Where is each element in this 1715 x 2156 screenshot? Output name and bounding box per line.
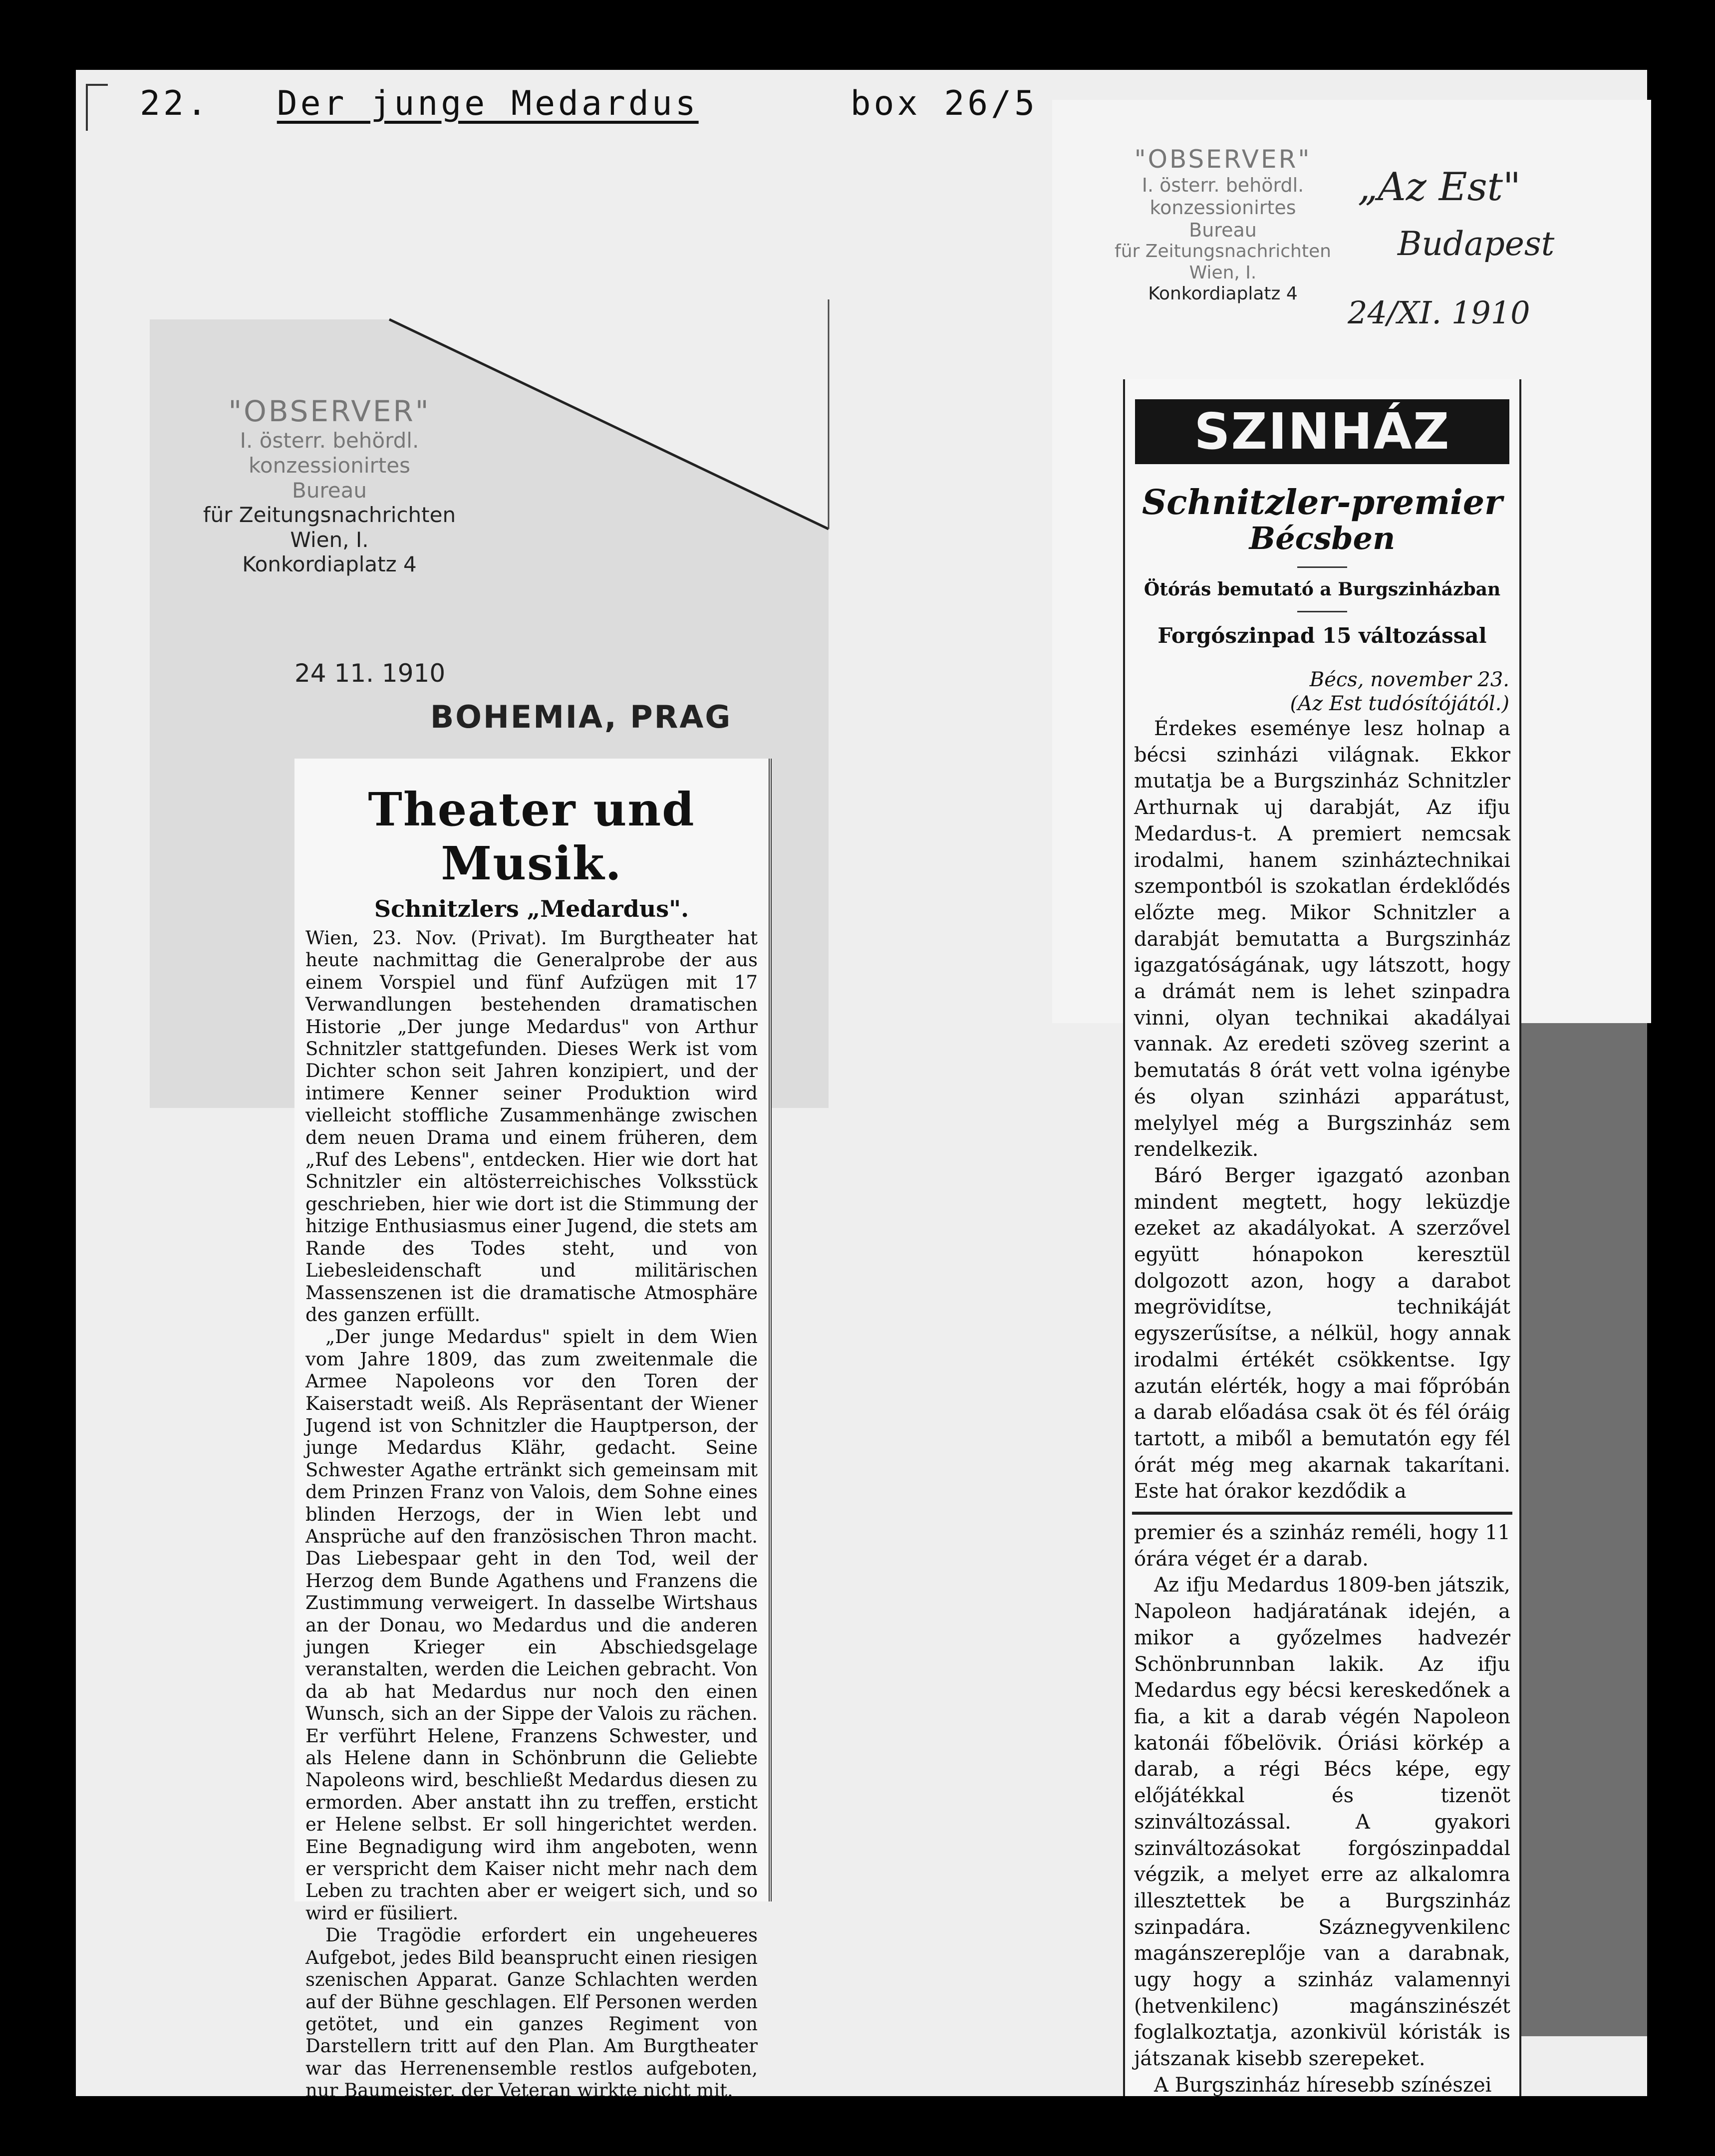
stamp-line: für Zeitungsnachrichten bbox=[1115, 241, 1331, 262]
section-banner: SZINHÁZ bbox=[1135, 399, 1509, 464]
paragraph: „Der junge Medardus" spielt in dem Wien vom Jahre 1809, das zum zweitenmale die Armee Napoleons vor den Toren der Kaiserstadt weiß. Als Repräsentant der Wiener Jugend ist von Schnitzler die Hauptperson, der junge Medardus Klähr, gedacht. Seine Schwester Agathe ertränkt sich gemeinsam mit dem Prinzen Franz von Valois, dem Sohne eines blinden Herzogs, der in Wien lebt und Ansprüche auf den französischen Thron macht. Das Liebespaar geht in den Tod, weil der Herzog dem Bunde Agathens und Franzens die Zustimmung verweigert. In dasselbe Wirtshaus an der Donau, wo Medardus und die anderen jungen Krieger ein Abschiedsgelage veranstalten, werden die Leichen gebracht. Von da ab hat Medardus nur noch den einen Wunsch, sich an der Sippe der Valois zu rächen. Er verführt Helene, Franzens Schwester, und als Helene dann in Schönbrunn die Geliebte Napoleons wird, beschließt Medardus diesen zu ermorden. Aber anstatt ihn zu treffen, ersticht er Helene selbst. Er soll hingerichtet werden. Eine Begnadigung wird ihm angeboten, wenn er verspricht dem Kaiser nicht mehr nach dem Leben zu trachten aber er weigert sich, und so wird er füsiliert. bbox=[305, 1326, 758, 1924]
article-heading: Theater und Musik. bbox=[368, 783, 695, 890]
clipping-seam bbox=[1132, 1512, 1512, 1515]
dateline bbox=[1125, 668, 1519, 716]
clipping-date: 24 11. 1910 bbox=[294, 659, 446, 688]
stamp-name: "OBSERVER" bbox=[228, 394, 431, 428]
dateline-place: Bécs, november 23. bbox=[1309, 668, 1509, 691]
handwritten-date: 24/XI. 1910 bbox=[1348, 294, 1530, 331]
observer-stamp-right bbox=[1113, 145, 1333, 305]
paragraph: premier és a szinház reméli, hogy 11 órára véget ér a darab. bbox=[1134, 1521, 1510, 1571]
article-subtitle: Ötórás bemutató a Burgszinházban bbox=[1143, 578, 1501, 600]
work-title: Der junge Medardus bbox=[277, 84, 699, 123]
stamp-line: Konkordiaplatz 4 bbox=[1148, 283, 1298, 304]
article-body bbox=[1125, 716, 1519, 2099]
page-header bbox=[140, 84, 1038, 123]
paragraph: Báró Berger igazgató azonban mindent megtett, hogy leküzdje ezeket az akadályokat. A szerzővel együtt hónapokon keresztül dolgozott azon, hogy a darabot megrövidítse, technikáját egyszerűsítse, a nélkül, hogy annak irodalmi értékét csökkentse. Igy azután elérték, hogy a mai főpróbán a darab előadása csak öt és fél óráig tartott, a miből a bemutatón egy fél órát még meg akarnak takarítani. Este hat órakor kezdődik a bbox=[1134, 1164, 1510, 1503]
newspaper-source: BOHEMIA, PRAG bbox=[430, 699, 732, 735]
stamp-line: konzessionirtes bbox=[249, 453, 410, 478]
stamp-line: I. österr. behördl. bbox=[240, 428, 419, 453]
german-article bbox=[294, 759, 772, 2102]
handwritten-source: „Az Est" bbox=[1358, 165, 1521, 210]
stamp-line: für Zeitungsnachrichten bbox=[203, 503, 456, 528]
hungarian-article bbox=[1123, 379, 1521, 2096]
stamp-line: Konkordiaplatz 4 bbox=[242, 552, 417, 577]
paragraph: A Burgszinház híresebb színészei bbox=[1154, 2073, 1492, 2097]
item-number: 22. bbox=[140, 84, 210, 123]
dateline-credit: (Az Est tudósítójától.) bbox=[1290, 692, 1509, 715]
divider bbox=[1297, 611, 1347, 612]
stamp-line: Wien, I. bbox=[1189, 262, 1257, 283]
stamp-line: I. österr. behördl. bbox=[1142, 174, 1304, 196]
handwritten-city: Budapest bbox=[1398, 225, 1555, 263]
article-subtitle: Forgószinpad 15 változással bbox=[1157, 623, 1487, 648]
paragraph: Érdekes eseménye lesz holnap a bécsi szinházi világnak. Ekkor mutatja be a Burgszinház Schnitzler Arthurnak uj darabját, Az ifju Medardus-t. A premiert nemcsak irodalmi, hanem szinháztechnikai szempontból is szokatlan érdeklődés előzte meg. Mikor Schnitzler a darabját bemutatta a Burgszinház igazgatóságának, ugy látszott, hogy a drámát nem is lehet szinpadra vinni, olyan technikai akadályai vannak. Az eredeti szöveg szerint a bemutatás 8 órát vett volna igénybe és olyan szinházi apparátust, melylyel még a Burgszinház sem rendelkezik. bbox=[1134, 717, 1510, 1161]
divider bbox=[1297, 566, 1347, 568]
box-label: box 26/5 bbox=[850, 84, 1038, 123]
paragraph: Az ifju Medardus 1809-ben játszik, Napoleon hadjáratának idején, a mikor a győzelmes hadvezér Schönbrunnban lakik. Az ifju Medardus egy bécsi kereskedőnek a fia, a kit a darab végén Napoleon katonái főbelövik. Óriási körkép a darab, a régi Bécs képe, egy előjátékkal és tizenöt szinváltozással. A gyakori szinváltozásokat forgószinpaddal végzik, a melyet erre az alkalomra illesztettek be a Burgszinház szinpadára. Száznegyvenkilenc magánszereplője van a darabnak, ugy hogy a szinház valamennyi (hetvenkilenc) magánszinészét foglalkoztatja, azonkivül kóristák is játszanak kisebb szerepeket. bbox=[1134, 1574, 1510, 2071]
observer-stamp-left bbox=[190, 394, 469, 577]
article-title-line2: Bécsben bbox=[1249, 520, 1396, 556]
article-subheading: Schnitzlers „Medardus". bbox=[374, 895, 689, 922]
stamp-line: Bureau bbox=[1189, 219, 1257, 241]
stamp-line: Bureau bbox=[292, 478, 367, 503]
paragraph: Wien, 23. Nov. (Privat). Im Burgtheater hat heute nachmittag die Generalprobe der aus einem Vorspiel und fünf Aufzügen mit 17 Verwandlungen bestehenden dramatischen Historie „Der junge Medardus" von Arthur Schnitzler stattgefunden. Dieses Werk ist vom Dichter schon seit Jahren konzipiert, und der intimere Kenner seiner Produktion wird vielleicht stoffliche Zusammenhänge zwischen dem neuen Drama und einem früheren, dem „Ruf des Lebens", entdecken. Hier wie dort hat Schnitzler ein altösterreichisches Volksstück geschrieben, hier wie dort ist die Stimmung der hitzige Enthusiasmus einer Jugend, die stets am Rande des Todes steht, und von Liebesleidenschaft und militärischen Massenszenen ist die dramatische Atmosphäre des ganzen erfüllt. bbox=[305, 927, 758, 1326]
stamp-line: Wien, I. bbox=[290, 527, 369, 552]
article-title: Schnitzler-premier bbox=[1142, 483, 1502, 523]
article-body bbox=[294, 922, 769, 2102]
stamp-name: "OBSERVER" bbox=[1134, 145, 1312, 174]
stamp-line: konzessionirtes bbox=[1149, 196, 1296, 219]
corner-mark bbox=[86, 84, 108, 131]
paragraph: Die Tragödie erfordert ein ungeheueres Aufgebot, jedes Bild beansprucht einen riesigen szenischen Apparat. Ganze Schlachten werden auf der Bühne geschlagen. Elf Personen werden getötet, und ein ganzes Regiment von Darstellern tritt auf den Plan. Am Burgtheater war das Herrenensemble restlos aufgeboten, nur Baumeister, der Veteran wirkte nicht mit. bbox=[305, 1924, 758, 2102]
